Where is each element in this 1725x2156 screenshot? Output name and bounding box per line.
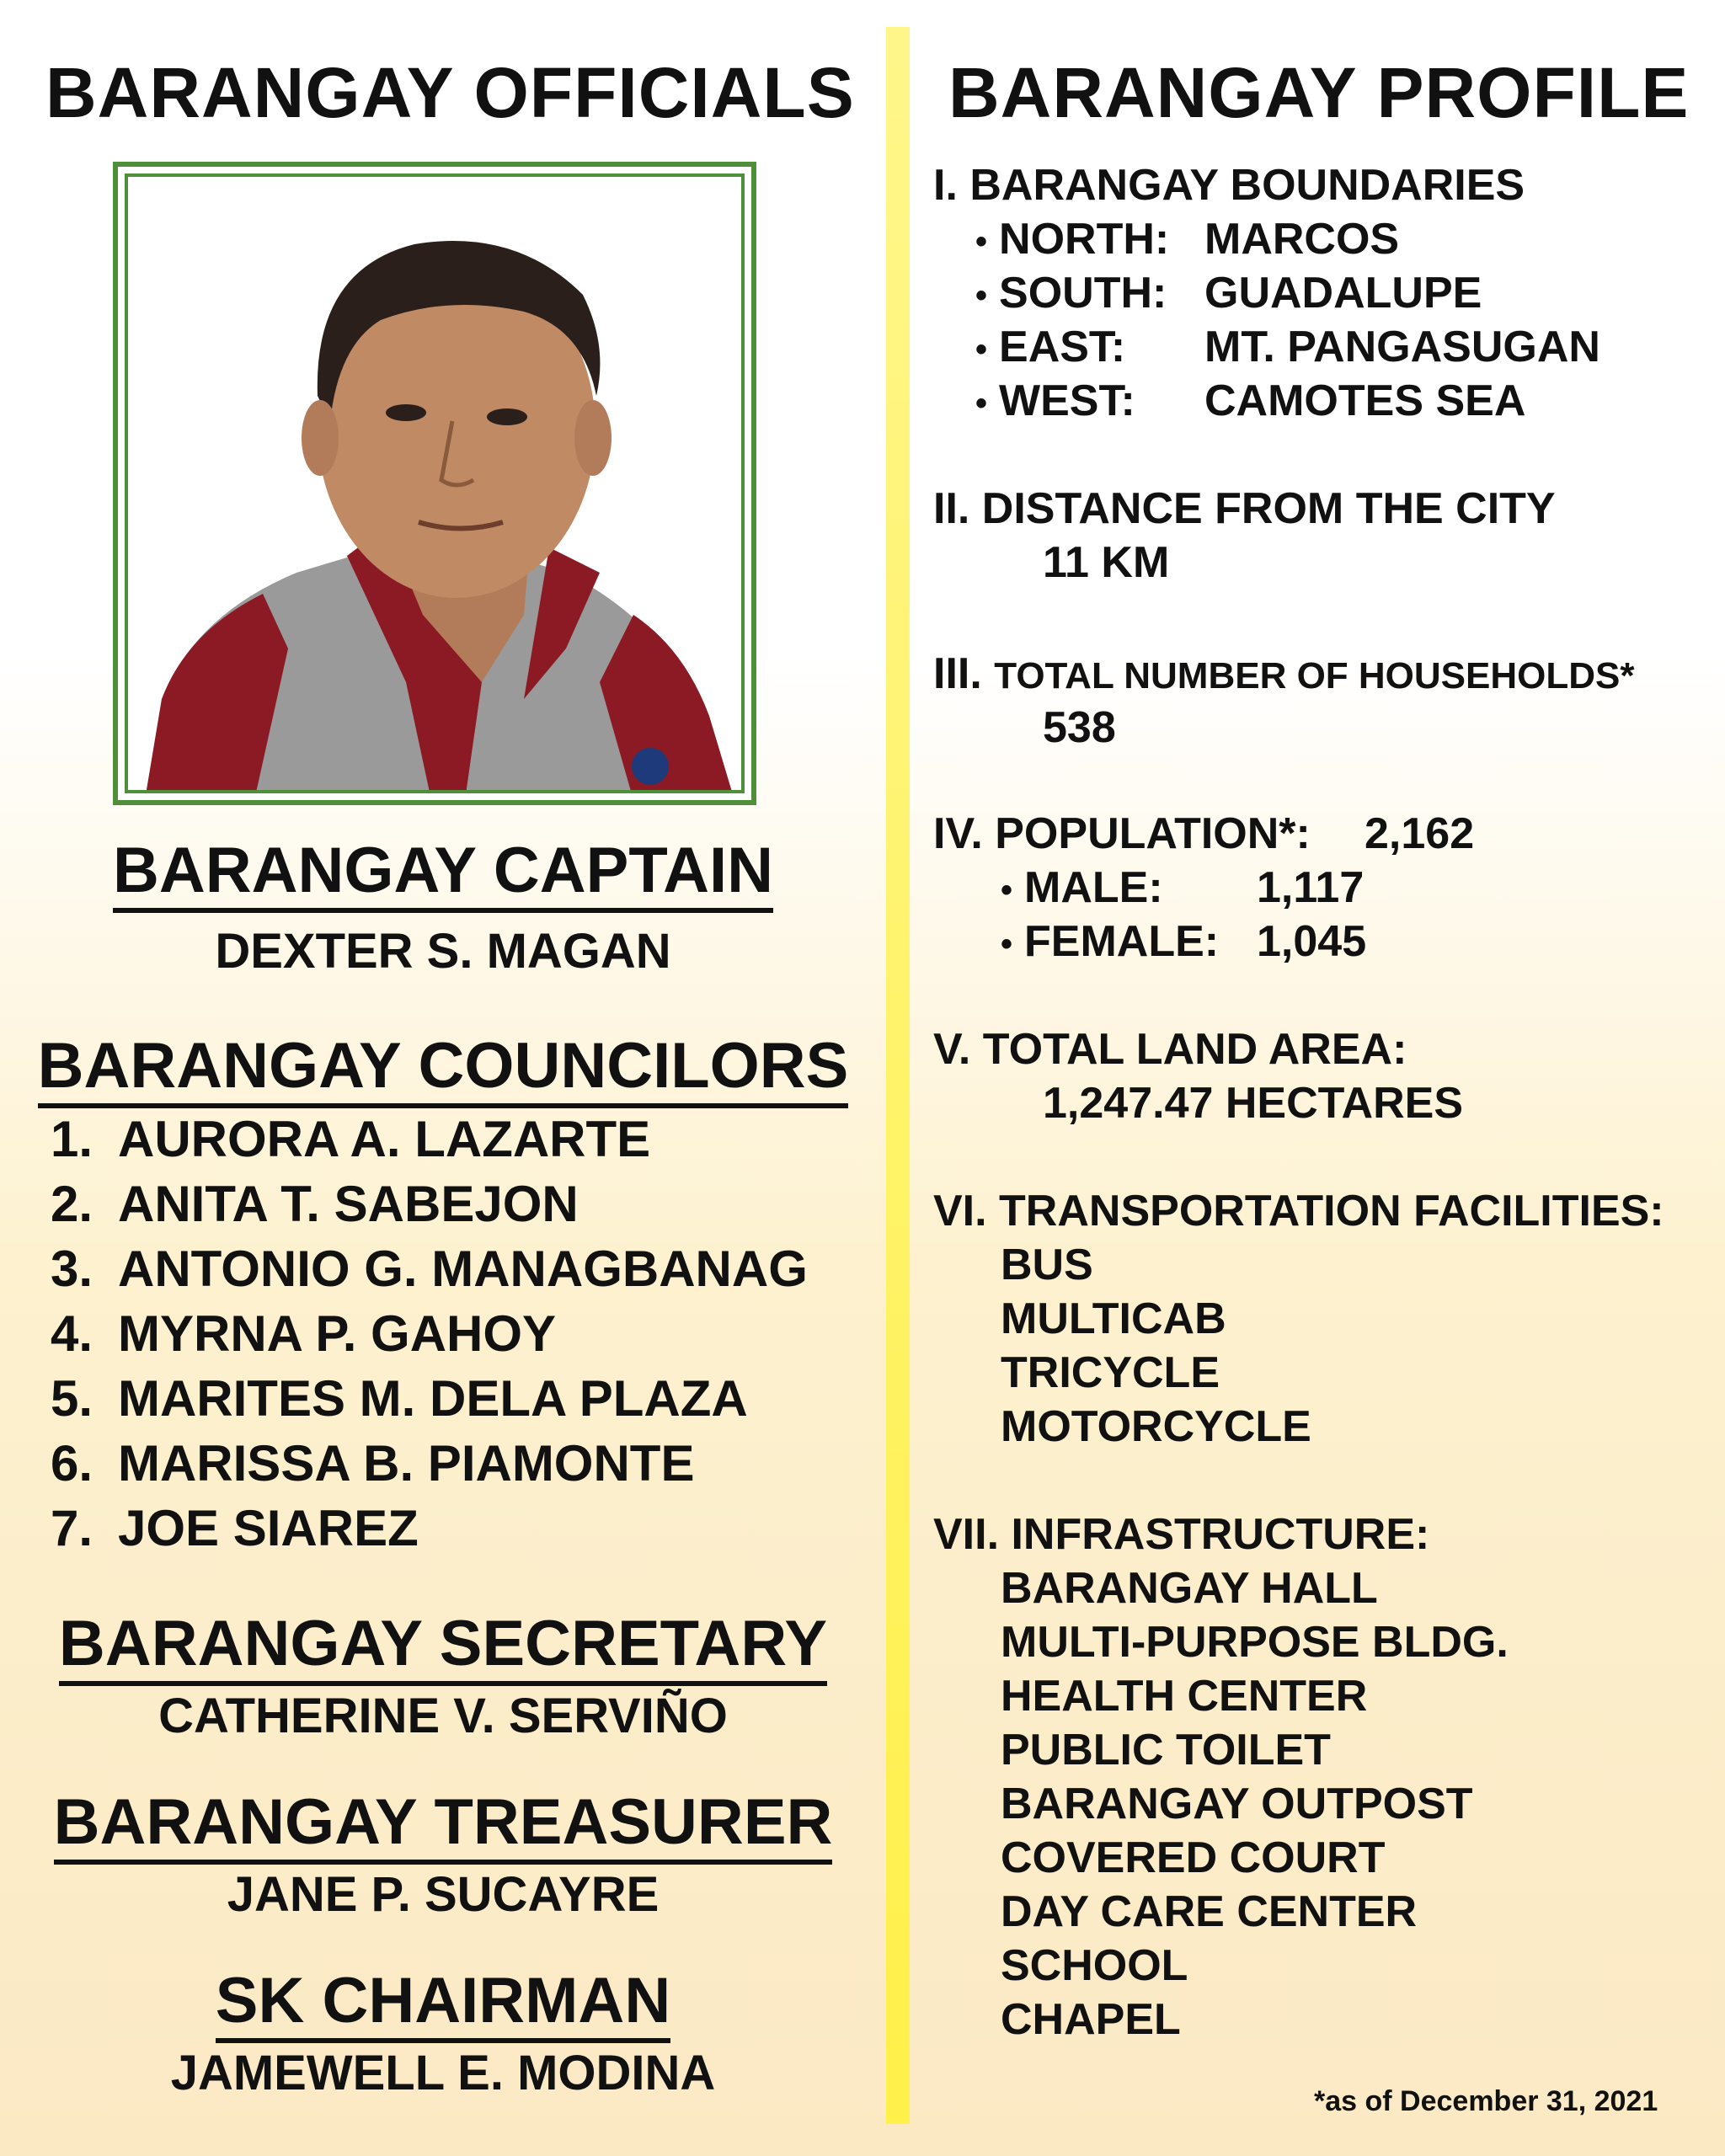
infrastructure-item: COVERED COURT xyxy=(1001,1833,1386,1882)
list-item: 5. MARITES M. DELA PLAZA xyxy=(51,1370,748,1427)
boundary-dir: • NORTH: xyxy=(975,214,1169,264)
infrastructure-item: HEALTH CENTER xyxy=(1001,1672,1368,1721)
male-label: • MALE: xyxy=(1001,862,1163,913)
boundary-dir: • SOUTH: xyxy=(975,268,1167,318)
transport-item: MULTICAB xyxy=(1001,1294,1226,1343)
councilors-title: BARANGAY COUNCILORS xyxy=(0,1029,886,1102)
treasurer-title: BARANGAY TREASURER xyxy=(0,1785,886,1859)
boundaries-title: I. BARANGAY BOUNDARIES xyxy=(933,161,1525,210)
portrait-illustration xyxy=(128,177,745,793)
male-value: 1,117 xyxy=(1257,863,1365,912)
population-total: 2,162 xyxy=(1365,809,1475,858)
infrastructure-item: PUBLIC TOILET xyxy=(1001,1726,1331,1774)
land-value: 1,247.47 HECTARES xyxy=(1043,1079,1464,1128)
footnote: *as of December 31, 2021 xyxy=(1314,2085,1658,2117)
households-value: 538 xyxy=(1043,703,1116,752)
captain-name: DEXTER S. MAGAN xyxy=(215,924,671,979)
list-item: 6. MARISSA B. PIAMONTE xyxy=(51,1435,695,1492)
land-title: V. TOTAL LAND AREA: xyxy=(933,1025,1407,1074)
infrastructure-item: SCHOOL xyxy=(1001,1941,1188,1990)
list-item: 1. AURORA A. LAZARTE xyxy=(51,1111,651,1167)
households-title: III. TOTAL NUMBER OF HOUSEHOLDS* xyxy=(933,649,1635,698)
boundary-value: CAMOTES SEA xyxy=(1204,376,1526,425)
secretary-title: BARANGAY SECRETARY xyxy=(0,1607,886,1680)
population-title: IV. POPULATION*: xyxy=(933,809,1311,858)
boundary-value: MT. PANGASUGAN xyxy=(1204,323,1600,371)
captain-photo-frame xyxy=(113,162,756,805)
list-item: 2. ANITA T. SABEJON xyxy=(51,1176,579,1232)
officials-heading: BARANGAY OFFICIALS xyxy=(45,53,855,132)
profile-heading: BARANGAY PROFILE xyxy=(948,53,1690,132)
sk-name: JAMEWELL E. MODINA xyxy=(170,2046,716,2100)
infrastructure-item: CHAPEL xyxy=(1001,1995,1181,2044)
transport-item: MOTORCYCLE xyxy=(1001,1402,1311,1451)
captain-title: BARANGAY CAPTAIN xyxy=(0,834,886,907)
transport-item: BUS xyxy=(1001,1241,1093,1289)
boundary-dir: • WEST: xyxy=(975,376,1135,426)
female-label: • FEMALE: xyxy=(1001,916,1219,967)
boundary-value: GUADALUPE xyxy=(1204,269,1482,318)
councilors-list xyxy=(51,1110,808,1564)
infrastructure-item: MULTI-PURPOSE BLDG. xyxy=(1001,1618,1509,1667)
secretary-name: CATHERINE V. SERVIÑO xyxy=(158,1689,728,1743)
treasurer-name: JANE P. SUCAYRE xyxy=(227,1867,660,1922)
infrastructure-item: BARANGAY HALL xyxy=(1001,1564,1378,1613)
transport-title: VI. TRANSPORTATION FACILITIES: xyxy=(933,1187,1664,1235)
sk-title: SK CHAIRMAN xyxy=(0,1964,886,2037)
infrastructure-item: DAY CARE CENTER xyxy=(1001,1887,1418,1936)
distance-title: II. DISTANCE FROM THE CITY xyxy=(933,484,1556,533)
infrastructure-title: VII. INFRASTRUCTURE: xyxy=(933,1510,1430,1559)
captain-photo xyxy=(125,173,745,793)
boundary-dir: • EAST: xyxy=(975,322,1125,372)
list-item: 7. JOE SIAREZ xyxy=(51,1500,419,1556)
list-item: 4. MYRNA P. GAHOY xyxy=(51,1305,557,1362)
distance-value: 11 KM xyxy=(1043,538,1170,587)
transport-item: TRICYCLE xyxy=(1001,1348,1220,1397)
female-value: 1,045 xyxy=(1257,917,1367,966)
yellow-divider xyxy=(886,27,910,2124)
list-item: 3. ANTONIO G. MANAGBANAG xyxy=(51,1241,808,1297)
infrastructure-item: BARANGAY OUTPOST xyxy=(1001,1780,1473,1828)
boundary-value: MARCOS xyxy=(1204,215,1400,264)
